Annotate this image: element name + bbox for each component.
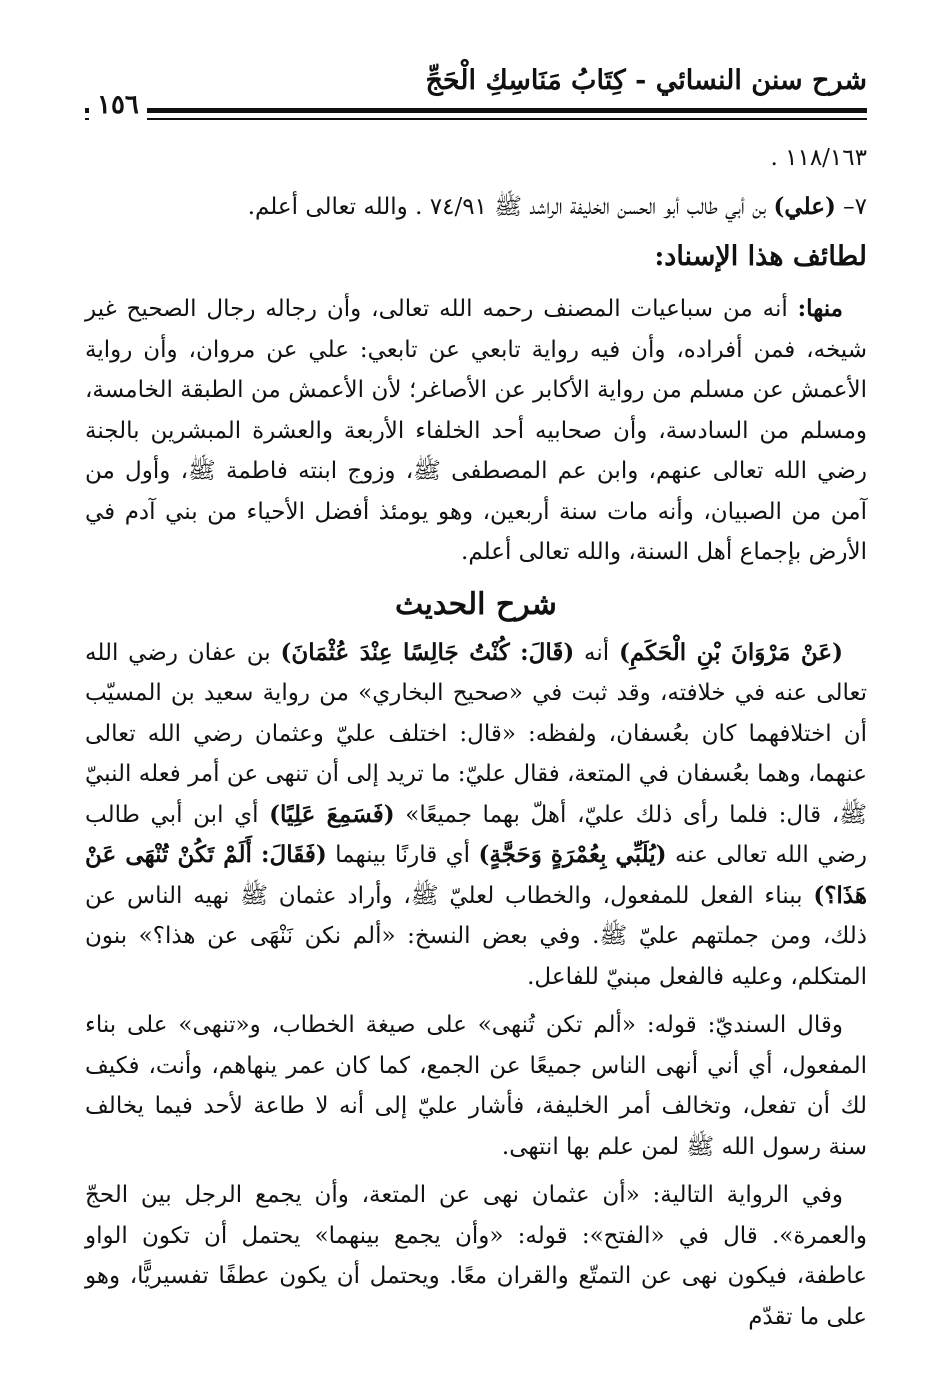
isnad-text: أنه من سباعيات المصنف رحمه الله تعالى، وأن رجاله رجال الصحيح غير شيخه، فمن أفراده، وأن فيه رواية تابعي عن تابعي: علي عن مروان، وأن رواية الأعمش عن مسلم من رواية الأكابر عن الأصاغر؛ لأن الأعمش من الطبقة الخامسة، ومسلم من السادسة، وأن صحابيه أحد الخلفاء الأربعة والعشرة المبشرين بالجنة رضي الله تعالى عنهم، وابن عم المصطفى ﷺ، وزوج ابنته فاطمة ﷺ، وأول من آمن من الصبيان، وأنه مات سنة أربعين، وهو يومئذ أفضل الأحياء من بني آدم في الأرض بإجماع أهل السنة، والله تعالى أعلم. — [85, 296, 867, 565]
sharh-segment: أي قارنًا بينهما — [326, 842, 479, 868]
narrator-number: ٧– — [843, 193, 867, 220]
sharh-title: شرح الحديث — [395, 586, 557, 622]
header-rule-thick — [85, 108, 867, 113]
page-header — [85, 58, 867, 128]
isnad-paragraph — [85, 289, 867, 573]
sharh-segment: أي ابن أبي طالب رضي الله تعالى عنه — [85, 801, 867, 868]
matn-segment: (عَنْ مَرْوَانَ بْنِ الْحَكَمِ) — [618, 638, 844, 666]
matn-segment: (قَالَ: كُنْتُ جَالِسًا عِنْدَ عُثْمَانَ) — [280, 638, 575, 666]
reference-line: ١١٨/١٦٣ . — [770, 145, 867, 171]
matn-segment: (يُلَبِّي بِعُمْرَةٍ وَحَجَّةٍ) — [478, 841, 667, 868]
isnad-heading: لطائف هذا الإسناد: — [654, 241, 867, 272]
matn-segment: (فَقَالَ: أَلَمْ تَكُنْ تُنْهَى عَنْ هَذَا؟) — [85, 841, 867, 909]
sharh-paragraph — [85, 633, 867, 998]
riwaya-paragraph: وفي الرواية التالية: «أن عثمان نهى عن المتعة، وأن يجمع الرجل بين الحجّ والعمرة». قال في «الفتح»: قوله: «وأن يجمع بينهما» يحتمل أن تكون الواو عاطفة، فيكون نهى عن التمتّع والقران معًا. ويحتمل أن يكون عطفًا تفسيريًّا، وهو على ما تقدّم — [85, 1182, 867, 1330]
sharh-segment: أنه — [574, 639, 619, 666]
narrator-entry-7 — [85, 187, 867, 228]
header-rule-thin — [85, 118, 867, 120]
isnad-lead: منها: — [797, 295, 843, 322]
sharh-segment: ببناء الفعل للمفعول، والخطاب لعليّ ﷺ، وأراد عثمان ﷺ نهيه الناس عن ذلك، ومن جملتهم عليّ ﷺ. وفي بعض النسخ: «ألم نكن نَنْهَى عن هذا؟» بنون المتكلم، وعليه فالفعل مبنيّ للفاعل. — [85, 882, 867, 990]
sharh-segment: بن عفان رضي الله تعالى عنه في خلافته، وقد ثبت في «صحيح البخاري» من رواية سعيد بن المسيّب أن اختلافهما كان بعُسفان، ولفظه: «قال: اختلف عليّ وعثمان رضي الله تعالى عنهما، وهما بعُسفان في المتعة، فقال عليّ: ما تريد إلى أن تنهى عن أمر فعله النبيّ ﷺ، قال: فلما رأى ذلك عليّ، أهلّ بهما جميعًا» — [85, 639, 868, 828]
running-title: شرح سنن النسائي - كِتَابُ مَنَاسِكِ الْحَجِّ — [425, 65, 867, 96]
narrator-text: بن أبي طالب أبو الحسن الخليفة الراشد ﷺ ٧٤/٩١ . والله تعالى أعلم. — [247, 193, 774, 220]
sindi-paragraph: وقال السنديّ: قوله: «ألم تكن تُنهى» على صيغة الخطاب، و«تنهى» على بناء المفعول، أي أني أنهى الناس جميعًا عن الجمع، كما كان عمر ينهاهم، وأنت، فكيف لك أن تفعل، وتخالف أمر الخليفة، فأشار عليّ إلى أنه لا طاعة لأحد فيما يخالف سنة رسول الله ﷺ لمن علم بها انتهى. — [85, 1012, 867, 1160]
matn-segment: (فَسَمِعَ عَلِيًا) — [269, 800, 395, 828]
page-body — [85, 138, 867, 1345]
narrator-name: (علي) — [773, 192, 836, 220]
page-number: ١٥٦ — [89, 88, 147, 122]
